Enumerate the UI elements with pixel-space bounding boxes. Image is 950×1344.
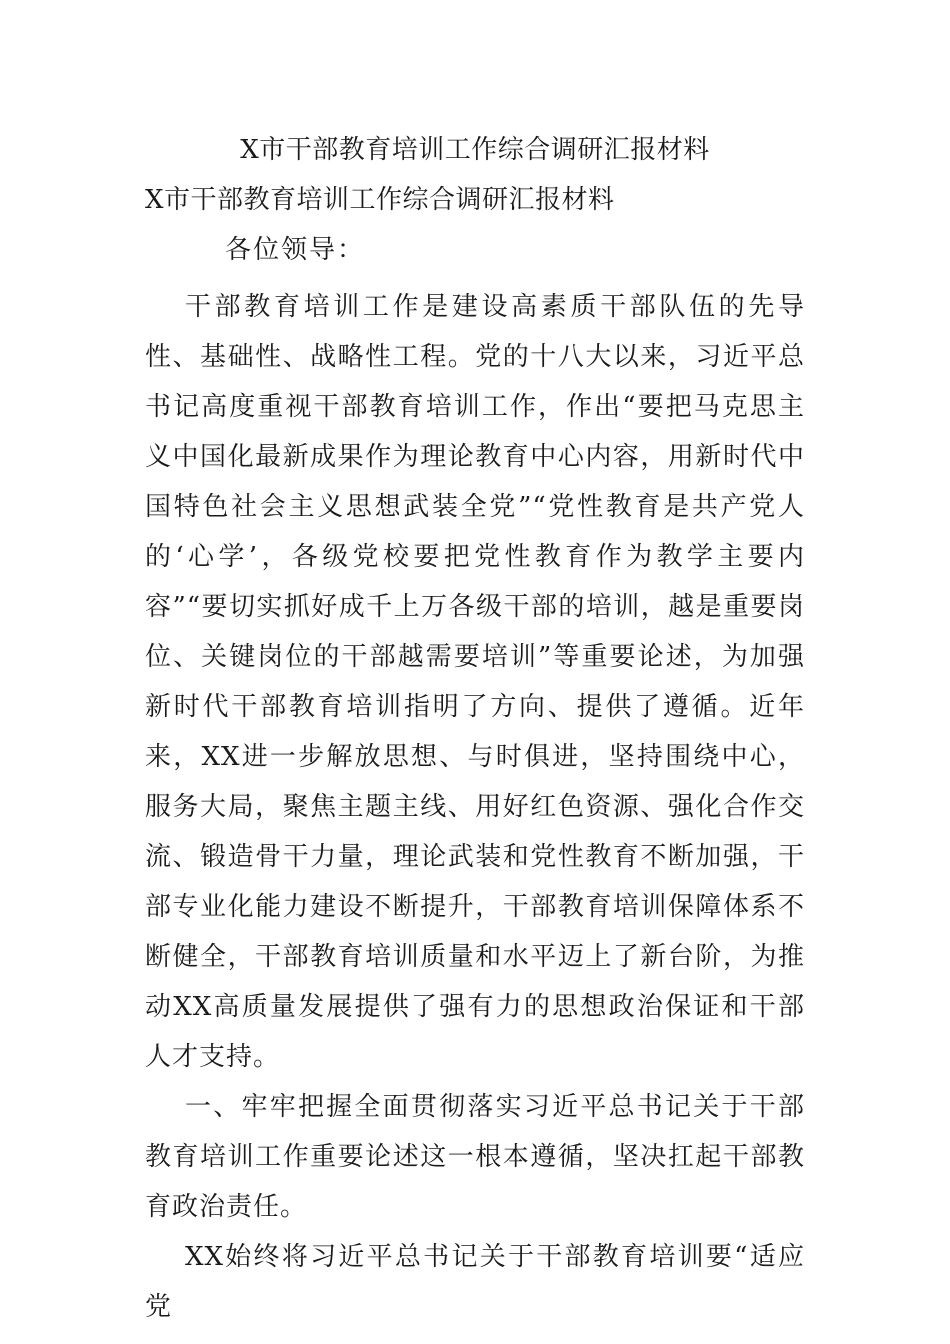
document-subtitle: X市干部教育培训工作综合调研汇报材料	[145, 185, 615, 215]
paragraph-section-heading-1: 一、牢牢把握全面贯彻落实习近平总书记关于干部教育培训工作重要论述这一根本遵循，坚决扛起干部教育政治责任。	[145, 1092, 805, 1222]
paragraph-intro: 干部教育培训工作是建设高素质干部队伍的先导性、基础性、战略性工程。党的十八大以来，习近平总书记高度重视干部教育培训工作，作出“要把马克思主义中国化最新成果作为理论教育中心内容，用新时代中国特色社会主义思想武装全党”“党性教育是共产党人的‘心学’，各级党校要把党性教育作为教学主要内容”“要切实抓好成千上万各级干部的培训，越是重要岗位、关键岗位的干部越需要培训”等重要论述，为加强新时代干部教育培训指明了方向、提供了遵循。近年来，XX进一步解放思想、与时俱进，坚持围绕中心，服务大局，聚焦主题主线、用好红色资源、强化合作交流、锻造骨干力量，理论武装和党性教育不断加强，干部专业化能力建设不断提升，干部教育培训保障体系不断健全，干部教育培训质量和水平迈上了新台阶，为推动XX高质量发展提供了强有力的思想政治保证和干部人才支持。	[145, 292, 805, 1072]
document-title: X市干部教育培训工作综合调研汇报材料	[240, 135, 710, 165]
salutation: 各位领导：	[225, 235, 366, 265]
paragraph-section-body-1: XX始终将习近平总书记关于干部教育培训要“适应党	[145, 1242, 805, 1322]
body-text	[145, 282, 805, 1332]
